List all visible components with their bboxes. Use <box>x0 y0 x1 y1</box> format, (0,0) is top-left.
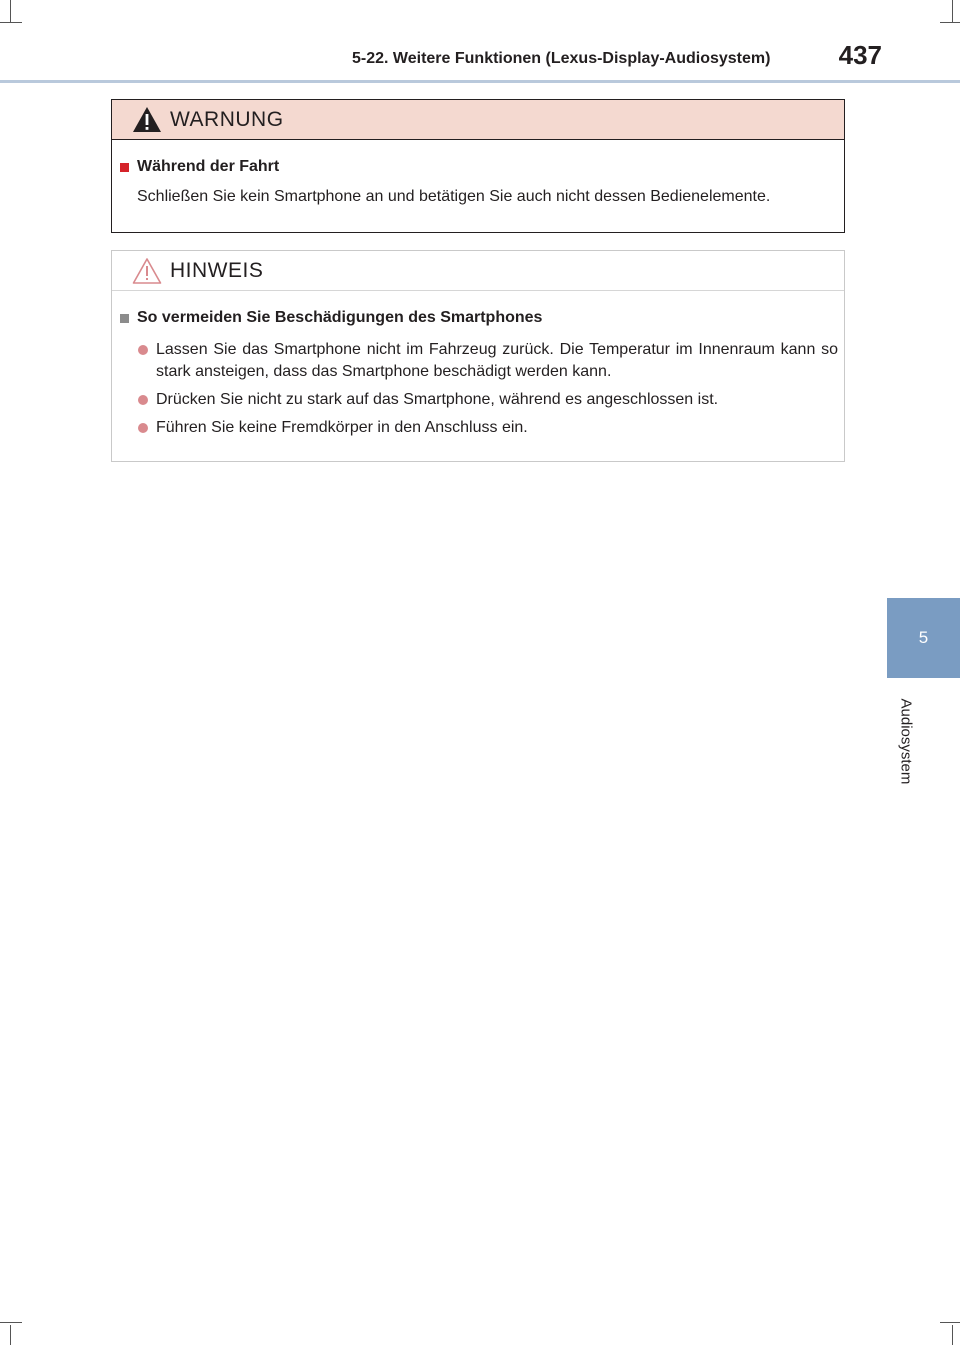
section-square-icon <box>120 163 129 172</box>
header-rule <box>0 80 960 83</box>
bullet-dot-icon <box>138 423 148 433</box>
list-item <box>138 417 838 439</box>
bullet-dot-icon <box>138 345 148 355</box>
crop-mark <box>0 22 22 23</box>
crop-mark <box>952 1325 953 1345</box>
chapter-tab <box>887 598 960 678</box>
warning-section-text: Schließen Sie kein Smartphone an und betätigen Sie auch nicht dessen Bedienelemente. <box>137 188 771 205</box>
warning-section-title: Während der Fahrt <box>137 158 280 175</box>
warning-box <box>111 99 845 233</box>
crop-mark <box>940 1322 960 1323</box>
notice-box <box>111 250 845 462</box>
list-item <box>138 339 838 383</box>
warning-section-heading <box>120 158 279 176</box>
running-header: 5-22. Weitere Funktionen (Lexus-Display-Audiosystem) <box>352 50 771 67</box>
notice-header <box>112 251 844 291</box>
bullet-text: Lassen Sie das Smartphone nicht im Fahrzeug zurück. Die Temperatur im Innenraum kann so stark ansteigen, dass das Smartphone beschädigt werden kann. <box>156 341 838 380</box>
list-item <box>138 389 838 411</box>
notice-title: HINWEIS <box>170 258 264 282</box>
section-square-icon <box>120 314 129 323</box>
crop-mark <box>10 1325 11 1345</box>
bullet-dot-icon <box>138 395 148 405</box>
crop-mark <box>10 0 11 22</box>
warning-header <box>112 100 844 140</box>
caution-icon <box>132 257 162 285</box>
crop-mark <box>940 22 960 23</box>
warning-icon <box>132 106 162 134</box>
bullet-text: Führen Sie keine Fremdkörper in den Anschluss ein. <box>156 419 528 436</box>
page-number: 437 <box>838 40 882 70</box>
chapter-number: 5 <box>918 628 929 647</box>
chapter-label: Audiosystem <box>897 698 915 785</box>
crop-mark <box>0 1322 22 1323</box>
notice-section-heading <box>120 309 542 327</box>
crop-mark <box>952 0 953 22</box>
warning-title: WARNUNG <box>170 107 284 131</box>
bullet-text: Drücken Sie nicht zu stark auf das Smartphone, während es angeschlossen ist. <box>156 391 719 408</box>
notice-section-title: So vermeiden Sie Beschädigungen des Smartphones <box>137 309 543 326</box>
